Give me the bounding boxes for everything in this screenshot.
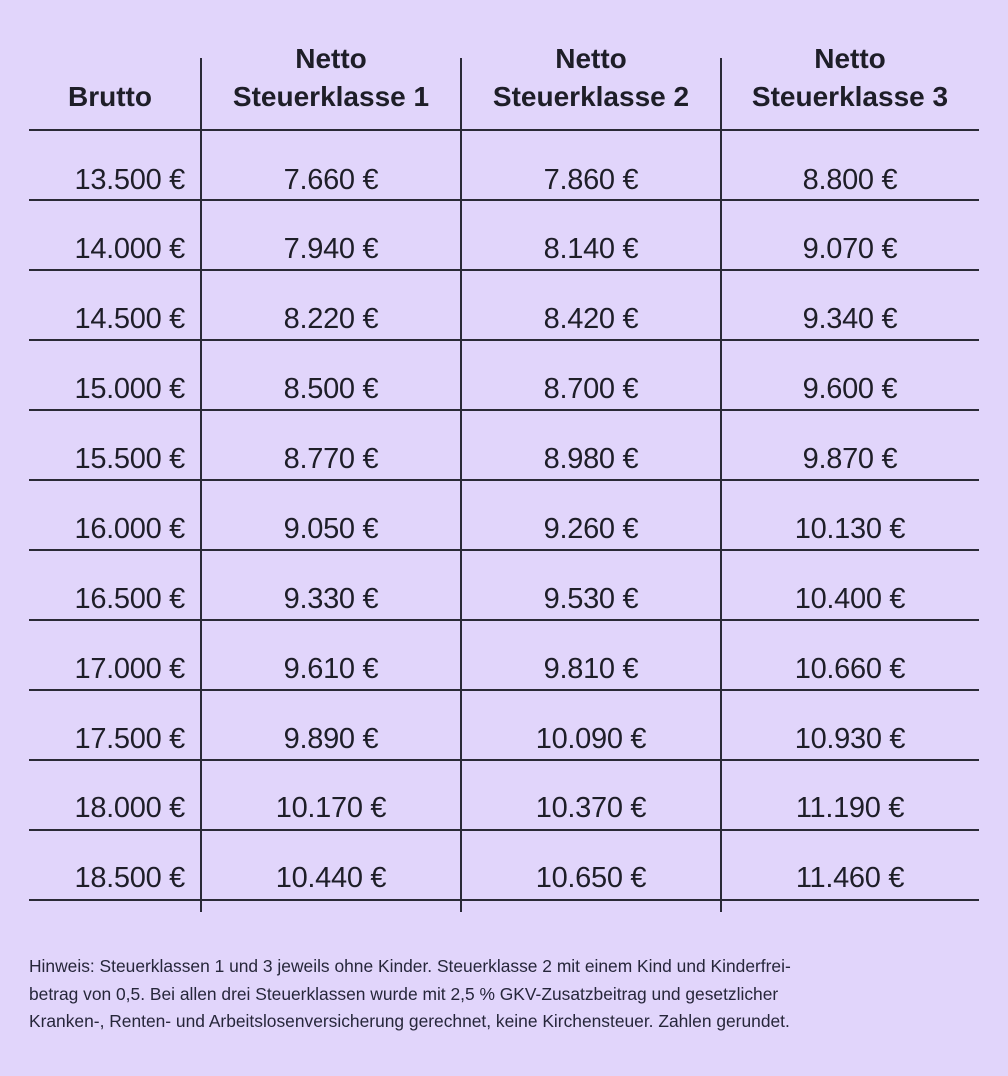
brutto-cell: 14.000 €: [74, 232, 185, 265]
netto-sk2-cell: 8.700 €: [543, 372, 639, 405]
table-row: [29, 773, 979, 843]
netto-sk3-cell: 10.400 €: [794, 582, 906, 615]
netto-sk3-cell: 10.130 €: [794, 512, 906, 545]
brutto-cell: 16.000 €: [74, 512, 185, 545]
netto-sk2-cell: 8.140 €: [543, 232, 639, 265]
netto-sk1-cell: 8.220 €: [283, 302, 379, 335]
table-row: [29, 354, 979, 424]
brutto-cell: 17.500 €: [74, 722, 185, 755]
netto-sk3-cell: 11.190 €: [795, 791, 905, 824]
table-row: [29, 843, 979, 913]
header-steuerklasse-3: [721, 36, 979, 126]
netto-sk3-cell: 11.460 €: [795, 861, 905, 894]
table-row: [29, 284, 979, 354]
header-netto-label: Netto: [814, 43, 886, 74]
netto-sk2-cell: 7.860 €: [543, 163, 639, 196]
netto-sk2-cell: 8.980 €: [543, 442, 639, 475]
footnote: [29, 953, 979, 1036]
table-row: [29, 214, 979, 284]
netto-sk1-cell: 9.610 €: [283, 652, 379, 685]
brutto-cell: 17.000 €: [74, 652, 185, 685]
header-netto-label: Netto: [555, 43, 627, 74]
header-steuerklasse-1: [201, 36, 461, 126]
netto-sk2-cell: 10.650 €: [535, 861, 647, 894]
salary-table: [29, 0, 979, 912]
footnote-line: Hinweis: Steuerklassen 1 und 3 jeweils ohne Kinder. Steuerklasse 2 mit einem Kind und Kinderfrei-: [29, 956, 791, 976]
header-steuerklasse-label: Steuerklasse 1: [232, 81, 430, 112]
netto-sk1-cell: 7.940 €: [283, 232, 379, 265]
footnote-line: Kranken-, Renten- und Arbeitslosenversicherung gerechnet, keine Kirchensteuer. Zahlen gerundet.: [29, 1011, 790, 1031]
netto-sk2-cell: 10.090 €: [535, 722, 647, 755]
table-row: [29, 494, 979, 564]
footnote-line: betrag von 0,5. Bei allen drei Steuerklassen wurde mit 2,5 % GKV-Zusatzbeitrag und gesetzlicher: [29, 983, 779, 1004]
netto-sk1-cell: 10.440 €: [275, 861, 387, 894]
netto-sk3-cell: 10.660 €: [794, 652, 906, 685]
header-brutto-label: Brutto: [68, 81, 152, 112]
table-row: [29, 704, 979, 774]
table-row: [29, 634, 979, 704]
header-netto-label: Netto: [295, 43, 367, 74]
netto-sk1-cell: 8.500 €: [283, 372, 379, 405]
header-steuerklasse-label: Steuerklasse 3: [751, 81, 949, 112]
brutto-cell: 18.000 €: [74, 791, 185, 824]
netto-sk3-cell: 9.340 €: [802, 302, 898, 335]
brutto-cell: 15.500 €: [74, 442, 185, 475]
netto-sk1-cell: 10.170 €: [275, 791, 387, 824]
netto-sk2-cell: 9.260 €: [543, 512, 639, 545]
header-steuerklasse-2: [461, 36, 721, 126]
netto-sk1-cell: 8.770 €: [283, 442, 379, 475]
netto-sk2-cell: 9.810 €: [543, 652, 639, 685]
netto-sk3-cell: 9.070 €: [802, 232, 898, 265]
netto-sk3-cell: 9.870 €: [802, 442, 898, 475]
brutto-cell: 13.500 €: [74, 163, 185, 196]
netto-sk2-cell: 9.530 €: [543, 582, 639, 615]
header-rule: [29, 129, 979, 131]
netto-sk2-cell: 10.370 €: [535, 791, 647, 824]
netto-sk3-cell: 10.930 €: [794, 722, 906, 755]
netto-sk1-cell: 9.890 €: [283, 722, 379, 755]
brutto-cell: 14.500 €: [74, 302, 185, 335]
header-steuerklasse-label: Steuerklasse 2: [492, 81, 690, 112]
table-row: [29, 424, 979, 494]
netto-sk1-cell: 7.660 €: [283, 163, 379, 196]
brutto-cell: 15.000 €: [74, 372, 185, 405]
netto-sk1-cell: 9.050 €: [283, 512, 379, 545]
brutto-cell: 16.500 €: [74, 582, 185, 615]
netto-sk1-cell: 9.330 €: [283, 582, 379, 615]
netto-sk3-cell: 8.800 €: [802, 163, 898, 196]
table-row: [29, 145, 979, 215]
netto-sk2-cell: 8.420 €: [543, 302, 639, 335]
brutto-cell: 18.500 €: [74, 861, 185, 894]
netto-sk3-cell: 9.600 €: [802, 372, 898, 405]
header-brutto: [29, 36, 201, 126]
table-row: [29, 564, 979, 634]
